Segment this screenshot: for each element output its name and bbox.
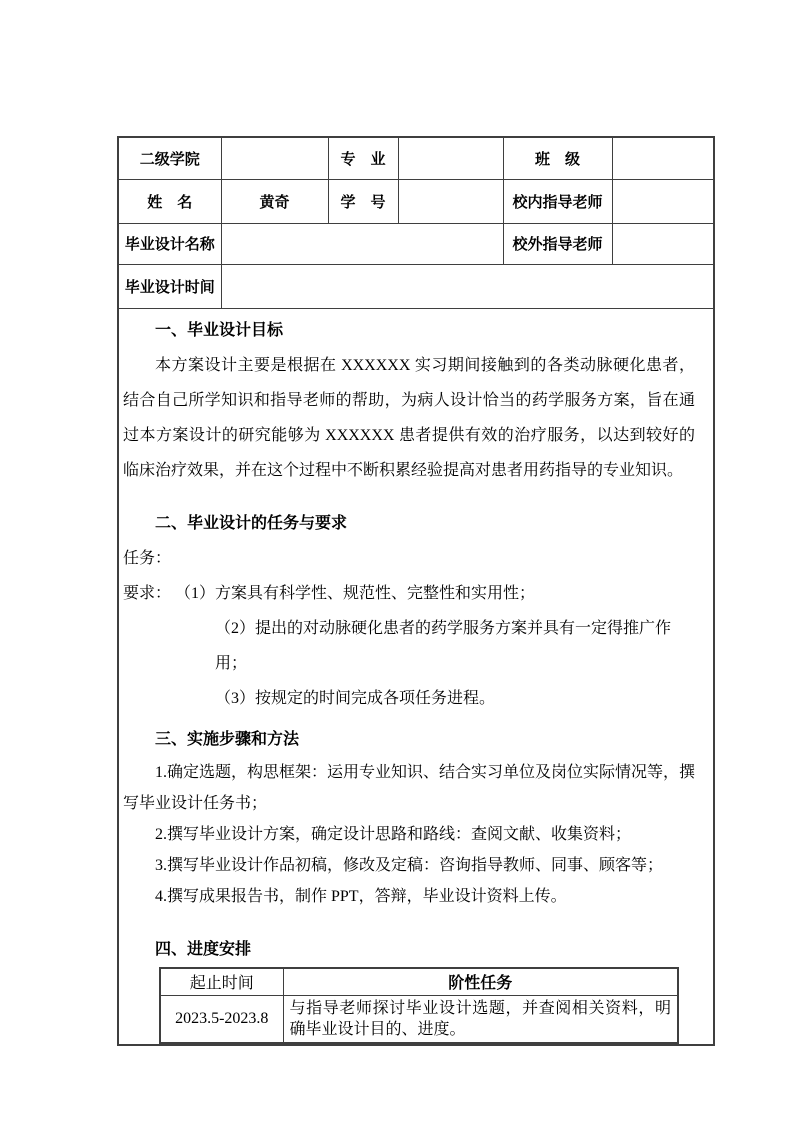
college-label: 二级学院: [118, 137, 221, 179]
design-time-label: 毕业设计时间: [118, 264, 221, 308]
schedule-header-period: 起止时间: [160, 968, 283, 996]
section-one-body: 本方案设计主要是根据在 XXXXXX 实习期间接触到的各类动脉硬化患者，结合自己所学知识和指导老师的帮助，为病人设计恰当的药学服务方案，旨在通过本方案设计的研究能够为 XXXXXX 患者提供有效的治疗服务，以达到较好的临床治疗效果，并在这个过程中不断积累经验提高对患者用药指导的专业知识。: [123, 356, 695, 479]
internal-advisor-label: 校内指导老师: [503, 179, 612, 223]
name-label: 姓 名: [118, 179, 221, 223]
schedule-table: [159, 967, 679, 1045]
schedule-period-cell: 2023.5-2023.8: [160, 996, 283, 1044]
class-value-cell[interactable]: [612, 137, 714, 179]
step-item-4: 4.撰写成果报告书，制作 PPT，答辩，毕业设计资料上传。: [155, 887, 567, 905]
steps-list: [123, 757, 695, 912]
section-one-title: 一、毕业设计目标: [155, 321, 284, 339]
student-id-label: 学 号: [328, 179, 398, 223]
requirement-line-3: （3）按规定的时间完成各项任务进程。: [215, 689, 496, 707]
step-item-1: 1.确定选题，构思框架：运用专业知识、结合实习单位及岗位实际情况等，撰写毕业设计任务书；: [123, 763, 696, 812]
info-row-name: [118, 179, 714, 223]
major-value-cell[interactable]: [398, 137, 503, 179]
name-value-cell[interactable]: 黄奇: [221, 179, 328, 223]
section-three-title: 三、实施步骤和方法: [155, 730, 300, 748]
external-advisor-value-cell[interactable]: [612, 223, 714, 264]
design-time-value-cell[interactable]: [221, 264, 714, 308]
schedule-header-task: 阶性任务: [283, 968, 678, 996]
step-item-3: 3.撰写毕业设计作品初稿，修改及定稿：咨询指导教师、同事、顾客等；: [155, 856, 664, 874]
schedule-data-row: [160, 996, 678, 1044]
external-advisor-label: 校外指导老师: [503, 223, 612, 264]
schedule-task-cell: 与指导老师探讨毕业设计选题，并查阅相关资料，明确毕业设计目的、进度。: [283, 996, 678, 1044]
major-label: 专 业: [328, 137, 398, 179]
class-label: 班 级: [503, 137, 612, 179]
requirement-line-1: 要求： （1）方案具有科学性、规范性、完整性和实用性；: [123, 584, 536, 602]
design-title-label: 毕业设计名称: [118, 223, 221, 264]
task-line: 任务：: [123, 549, 172, 567]
info-row-design-title: [118, 223, 714, 264]
requirement-line-2: （2）提出的对动脉硬化患者的药学服务方案并具有一定得推广作用；: [215, 619, 672, 672]
section-two-title: 二、毕业设计的任务与要求: [155, 514, 348, 532]
student-id-value-cell[interactable]: [398, 179, 503, 223]
info-row-design-time: [118, 264, 714, 308]
schedule-header-row: [160, 968, 678, 996]
info-row-college: [118, 137, 714, 179]
student-info-table: [117, 136, 715, 1046]
college-value-cell[interactable]: [221, 137, 328, 179]
step-item-2: 2.撰写毕业设计方案，确定设计思路和路线：查阅文献、收集资料；: [155, 825, 632, 843]
design-title-value-cell[interactable]: [221, 223, 503, 264]
section-four-title: 四、进度安排: [155, 940, 252, 958]
content-cell: [118, 308, 714, 1045]
internal-advisor-value-cell[interactable]: [612, 179, 714, 223]
content-row: [118, 308, 714, 1045]
